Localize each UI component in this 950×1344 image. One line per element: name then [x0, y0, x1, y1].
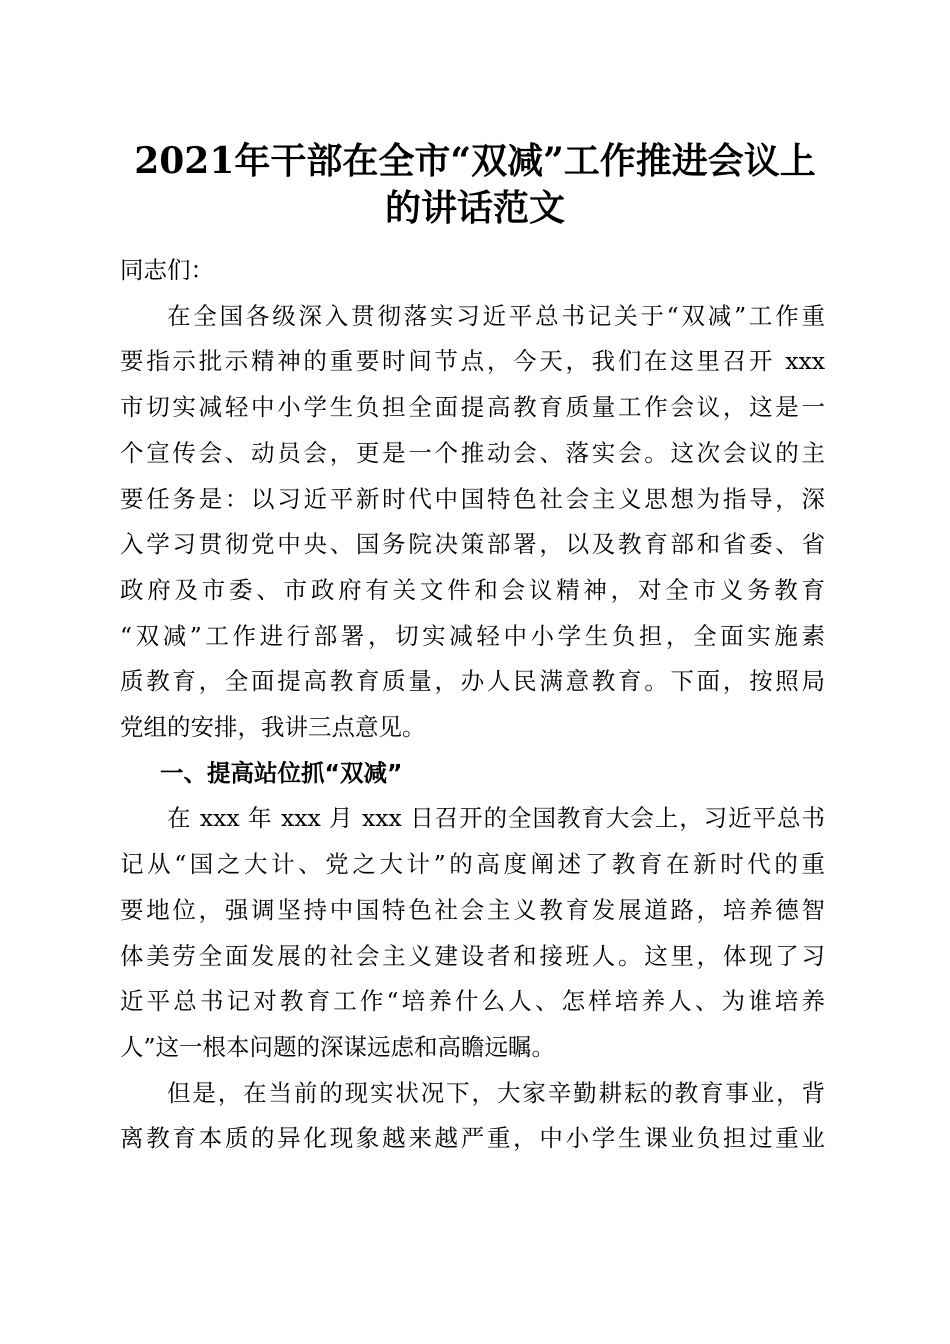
- paragraph-line: 个宣传会、动员会，更是一个推动会、落实会。这次会议的主: [120, 438, 825, 467]
- paragraph-line: 要任务是：以习近平新时代中国特色社会主义思想为指导，深: [120, 484, 825, 513]
- paragraph-line: 政府及市委、市政府有关文件和会议精神，对全市义务教育: [120, 575, 825, 604]
- paragraph-line: 入学习贯彻党中央、国务院决策部署，以及教育部和省委、省: [120, 530, 825, 559]
- paragraph-line: 记从“国之大计、党之大计”的高度阐述了教育在新时代的重: [120, 850, 825, 879]
- paragraph-line: 体美劳全面发展的社会主义建设者和接班人。这里，体现了习: [120, 941, 825, 970]
- paragraph: [120, 1071, 825, 1162]
- paragraph-line: 要地位，强调坚持中国特色社会主义教育发展道路，培养德智: [120, 895, 825, 924]
- paragraph-line: “双减”工作进行部署，切实减轻中小学生负担，全面实施素: [120, 621, 825, 650]
- title-line: 2021年干部在全市“双减”工作推进会议上: [134, 140, 816, 182]
- title-line: 的讲话范文: [384, 187, 565, 229]
- paragraph-line: 要指示批示精神的重要时间节点，今天，我们在这里召开 xxx: [120, 347, 825, 376]
- document-title: [120, 138, 830, 232]
- salutation: 同志们：: [120, 256, 214, 284]
- document-body: [120, 248, 825, 1162]
- section-heading: 一、提高站位抓“双减”: [160, 758, 403, 787]
- paragraph-line: 近平总书记对教育工作“培养什么人、怎样培养人、为谁培养: [120, 987, 825, 1016]
- paragraph-line: 党组的安排，我讲三点意见。: [120, 713, 426, 742]
- paragraph-line: 质教育，全面提高教育质量，办人民满意教育。下面，按照局: [120, 667, 825, 696]
- paragraph-line: 离教育本质的异化现象越来越严重，中小学生课业负担过重业: [120, 1124, 825, 1153]
- paragraph-line: 市切实减轻中小学生负担全面提高教育质量工作会议，这是一: [120, 393, 825, 422]
- paragraph-line: 但是，在当前的现实状况下，大家辛勤耕耘的教育事业，背: [167, 1078, 825, 1107]
- paragraph: [120, 796, 825, 1070]
- paragraph-line: 人”这一根本问题的深谋远虑和高瞻远瞩。: [120, 1032, 556, 1061]
- paragraph-line: 在全国各级深入贯彻落实习近平总书记关于“双减”工作重: [167, 301, 825, 330]
- paragraph-line: 在 xxx 年 xxx 月 xxx 日召开的全国教育大会上，习近平总书: [167, 804, 825, 833]
- paragraph: [120, 294, 825, 751]
